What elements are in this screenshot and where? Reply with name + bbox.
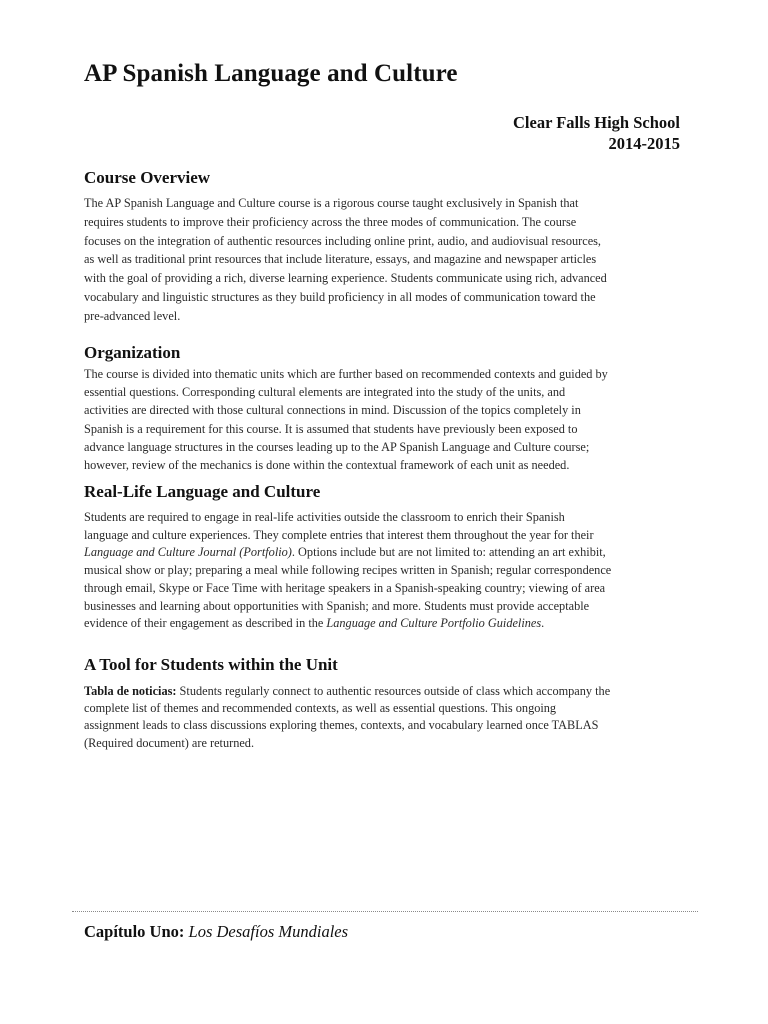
paragraph-line: as well as traditional print resources that include literature, essays, and magazine and newspaper articles bbox=[84, 252, 597, 267]
guidelines-title: Language and Culture Portfolio Guidelines bbox=[326, 616, 542, 631]
school-info bbox=[513, 112, 680, 154]
chapter-label: Capítulo Uno: bbox=[84, 922, 185, 941]
paragraph-line: Students are required to engage in real-life activities outside the classroom to enrich their Spanish bbox=[84, 510, 565, 524]
paragraph-line: essential questions. Corresponding cultural elements are integrated into the study of the units, and bbox=[84, 385, 566, 400]
paragraph-line: focuses on the integration of authentic resources including online print, audio, and audiovisual resources, bbox=[84, 233, 602, 248]
paragraph-line: activities are directed with those cultural connections in mind. Discussion of the topics completely in bbox=[84, 403, 581, 418]
paragraph-line bbox=[84, 615, 684, 633]
real-life-paragraph bbox=[84, 509, 684, 633]
paragraph-line: language and culture experiences. They complete entries that interest them throughout the year for their bbox=[84, 527, 594, 542]
paragraph-line: pre-advanced level. bbox=[84, 308, 181, 323]
paragraph-line bbox=[84, 544, 684, 562]
paragraph-line: complete list of themes and recommended contexts, as well as essential questions. This ongoing bbox=[84, 701, 557, 716]
paragraph-line: vocabulary and linguistic structures as they build proficiency in all modes of communication toward the bbox=[84, 289, 596, 304]
school-year: 2014-2015 bbox=[608, 134, 680, 153]
paragraph-text: . Options include but are not limited to: attending an art exhibit, bbox=[291, 545, 606, 560]
paragraph-line: advance language structures in the courses leading up to the AP Spanish Language and Culture course; bbox=[84, 439, 590, 454]
journal-title: Language and Culture Journal (Portfolio) bbox=[84, 545, 292, 560]
paragraph-line: through email, Skype or Face Time with heritage speakers in a Spanish-speaking country; viewing of area bbox=[84, 580, 606, 595]
section-heading-real-life: Real-Life Language and Culture bbox=[84, 482, 321, 501]
section-heading-organization: Organization bbox=[84, 343, 181, 362]
paragraph-line: The course is divided into thematic units which are further based on recommended contexts and guided by bbox=[84, 367, 608, 381]
paragraph-text: Students regularly connect to authentic resources outside of class which accompany the bbox=[176, 684, 611, 698]
school-name: Clear Falls High School bbox=[513, 113, 680, 132]
page-title: AP Spanish Language and Culture bbox=[84, 60, 458, 87]
paragraph-line: with the goal of providing a rich, diverse learning experience. Students communicate using rich, advanced bbox=[84, 271, 607, 286]
paragraph-line: The AP Spanish Language and Culture course is a rigorous course taught exclusively in Spanish that bbox=[84, 196, 579, 210]
chapter-title bbox=[84, 922, 348, 942]
tool-paragraph bbox=[84, 683, 684, 752]
paragraph-line: however, review of the mechanics is done within the contextual framework of each unit as needed. bbox=[84, 458, 570, 473]
section-heading-tool: A Tool for Students within the Unit bbox=[84, 655, 338, 674]
section-heading-course-overview: Course Overview bbox=[84, 168, 211, 187]
paragraph-text: . bbox=[541, 616, 545, 631]
chapter-name: Los Desafíos Mundiales bbox=[184, 922, 349, 941]
course-overview-paragraph bbox=[84, 194, 684, 326]
dotted-divider bbox=[72, 911, 698, 912]
paragraph-text: evidence of their engagement as described in the bbox=[84, 616, 327, 631]
tabla-term: Tabla de noticias: bbox=[84, 684, 177, 698]
paragraph-line: (Required document) are returned. bbox=[84, 735, 255, 750]
paragraph-line: musical show or play; preparing a meal while following recipes written in Spanish; regular correspondence bbox=[84, 563, 612, 578]
paragraph-line bbox=[84, 683, 684, 700]
paragraph-line: businesses and learning about opportunities with Spanish; and more. Students must provide acceptable bbox=[84, 598, 590, 613]
paragraph-line: assignment leads to class discussions exploring themes, contexts, and vocabulary learned once TABLAS bbox=[84, 718, 599, 733]
paragraph-line: requires students to improve their proficiency across the three modes of communication. The course bbox=[84, 214, 577, 229]
paragraph-line: Spanish is a requirement for this course. It is assumed that students have previously been exposed to bbox=[84, 421, 578, 436]
organization-paragraph bbox=[84, 365, 684, 474]
